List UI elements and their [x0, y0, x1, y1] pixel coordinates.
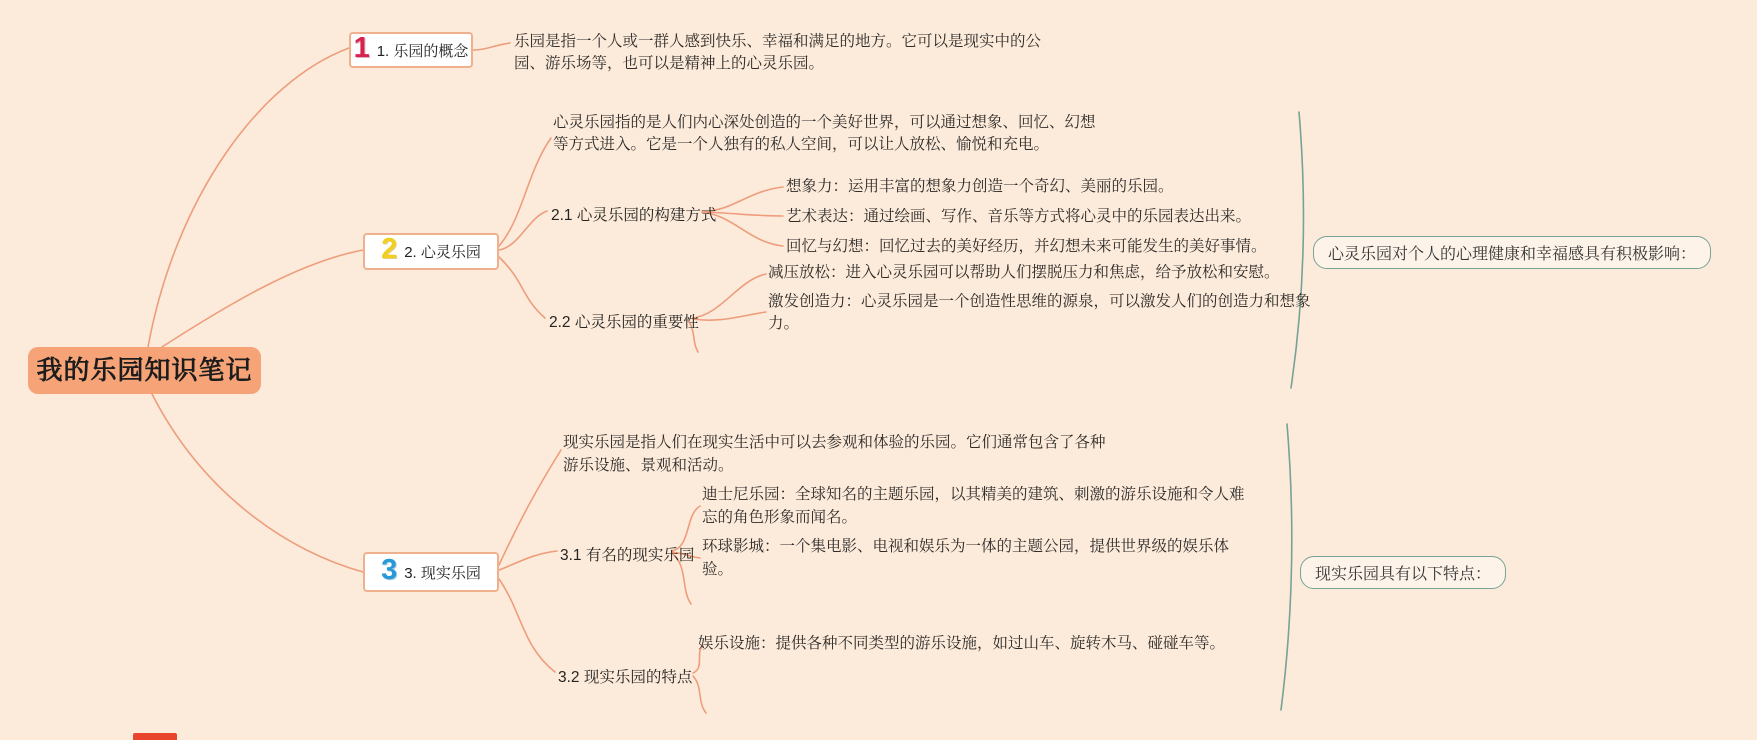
branch-3-numeral: 3 [381, 553, 398, 586]
edge-root-branch3 [152, 394, 363, 572]
leaf-universal[interactable]: 环球影城：一个集电影、电视和娱乐为一体的主题公园，提供世界级的娱乐体验。 [702, 538, 1230, 578]
bracket-mind-paradise [1291, 112, 1304, 388]
leaf-rides[interactable]: 娱乐设施：提供各种不同类型的游乐设施，如过山车、旋转木马、碰碰车等。 [698, 635, 1226, 652]
branch-2-note[interactable]: 心灵乐园指的是人们内心深处创造的一个美好世界，可以通过想象、回忆、幻想等方式进入。它是一个人独有的私人空间，可以让人放松、愉悦和充电。 [553, 114, 1096, 153]
branch-1-label: 1. 乐园的概念 [376, 42, 469, 60]
branch-1-numeral: 1 [353, 31, 370, 64]
branch-node-3[interactable] [363, 552, 499, 592]
edge-branch1-note [473, 43, 510, 50]
subtopic-2-2[interactable]: 2.2 心灵乐园的重要性 [549, 314, 699, 331]
edge-branch2-sub21 [499, 211, 547, 250]
edge-sub32-stub [693, 676, 706, 713]
branch-3-label: 3. 现实乐园 [404, 564, 481, 582]
branch-node-2[interactable] [363, 233, 499, 270]
edge-branch2-note [499, 138, 551, 246]
edge-sub22-leaf1 [693, 274, 766, 318]
leaf-creativity[interactable]: 激发创造力：心灵乐园是一个创造性思维的源泉，可以激发人们的创造力和想象力。 [768, 293, 1311, 332]
root-node[interactable]: 我的乐园知识笔记 [28, 347, 261, 394]
branch-2-label: 2. 心灵乐园 [404, 244, 481, 261]
summary-callout-real[interactable]: 现实乐园具有以下特点： [1300, 556, 1506, 589]
subtopic-3-1[interactable]: 3.1 有名的现实乐园 [560, 547, 695, 564]
subtopic-3-2[interactable]: 3.2 现实乐园的特点 [558, 669, 693, 686]
bracket-real-paradise [1281, 424, 1292, 710]
edge-branch3-sub31 [499, 551, 557, 570]
leaf-imagination[interactable]: 想象力：运用丰富的想象力创造一个奇幻、美丽的乐园。 [786, 178, 1174, 195]
leaf-memory-fantasy[interactable]: 回忆与幻想：回忆过去的美好经历，并幻想未来可能发生的美好事情。 [786, 238, 1267, 255]
branch-1-note[interactable]: 乐园是指一个人或一群人感到快乐、幸福和满足的地方。它可以是现实中的公园、游乐场等，也可以是精神上的心灵乐园。 [514, 33, 1042, 72]
leaf-art-expression[interactable]: 艺术表达：通过绘画、写作、音乐等方式将心灵中的乐园表达出来。 [786, 208, 1252, 225]
summary-callout-mind[interactable]: 心灵乐园对个人的心理健康和幸福感具有积极影响： [1313, 236, 1711, 269]
edge-branch3-note [499, 450, 561, 565]
branch-2-numeral: 2 [381, 233, 398, 265]
edge-branch2-sub22 [499, 257, 545, 318]
edge-root-branch1 [148, 48, 349, 347]
branch-node-1[interactable] [349, 32, 473, 68]
subtopic-2-1[interactable]: 2.1 心灵乐园的构建方式 [551, 207, 717, 224]
leaf-disney[interactable]: 迪士尼乐园：全球知名的主题乐园，以其精美的建筑、刺激的游乐设施和令人难忘的角色形象而闻名。 [702, 486, 1245, 526]
edge-root-branch2 [162, 250, 363, 347]
edge-branch3-sub32 [499, 579, 555, 672]
leaf-stress-relief[interactable]: 减压放松：进入心灵乐园可以帮助人们摆脱压力和焦虑，给予放松和安慰。 [768, 264, 1280, 281]
edge-sub22-leaf2 [693, 312, 766, 320]
branch-3-note[interactable]: 现实乐园是指人们在现实生活中可以去参观和体验的乐园。它们通常包含了各种游乐设施、景观和活动。 [563, 434, 1106, 474]
cropped-red-element [133, 733, 177, 740]
